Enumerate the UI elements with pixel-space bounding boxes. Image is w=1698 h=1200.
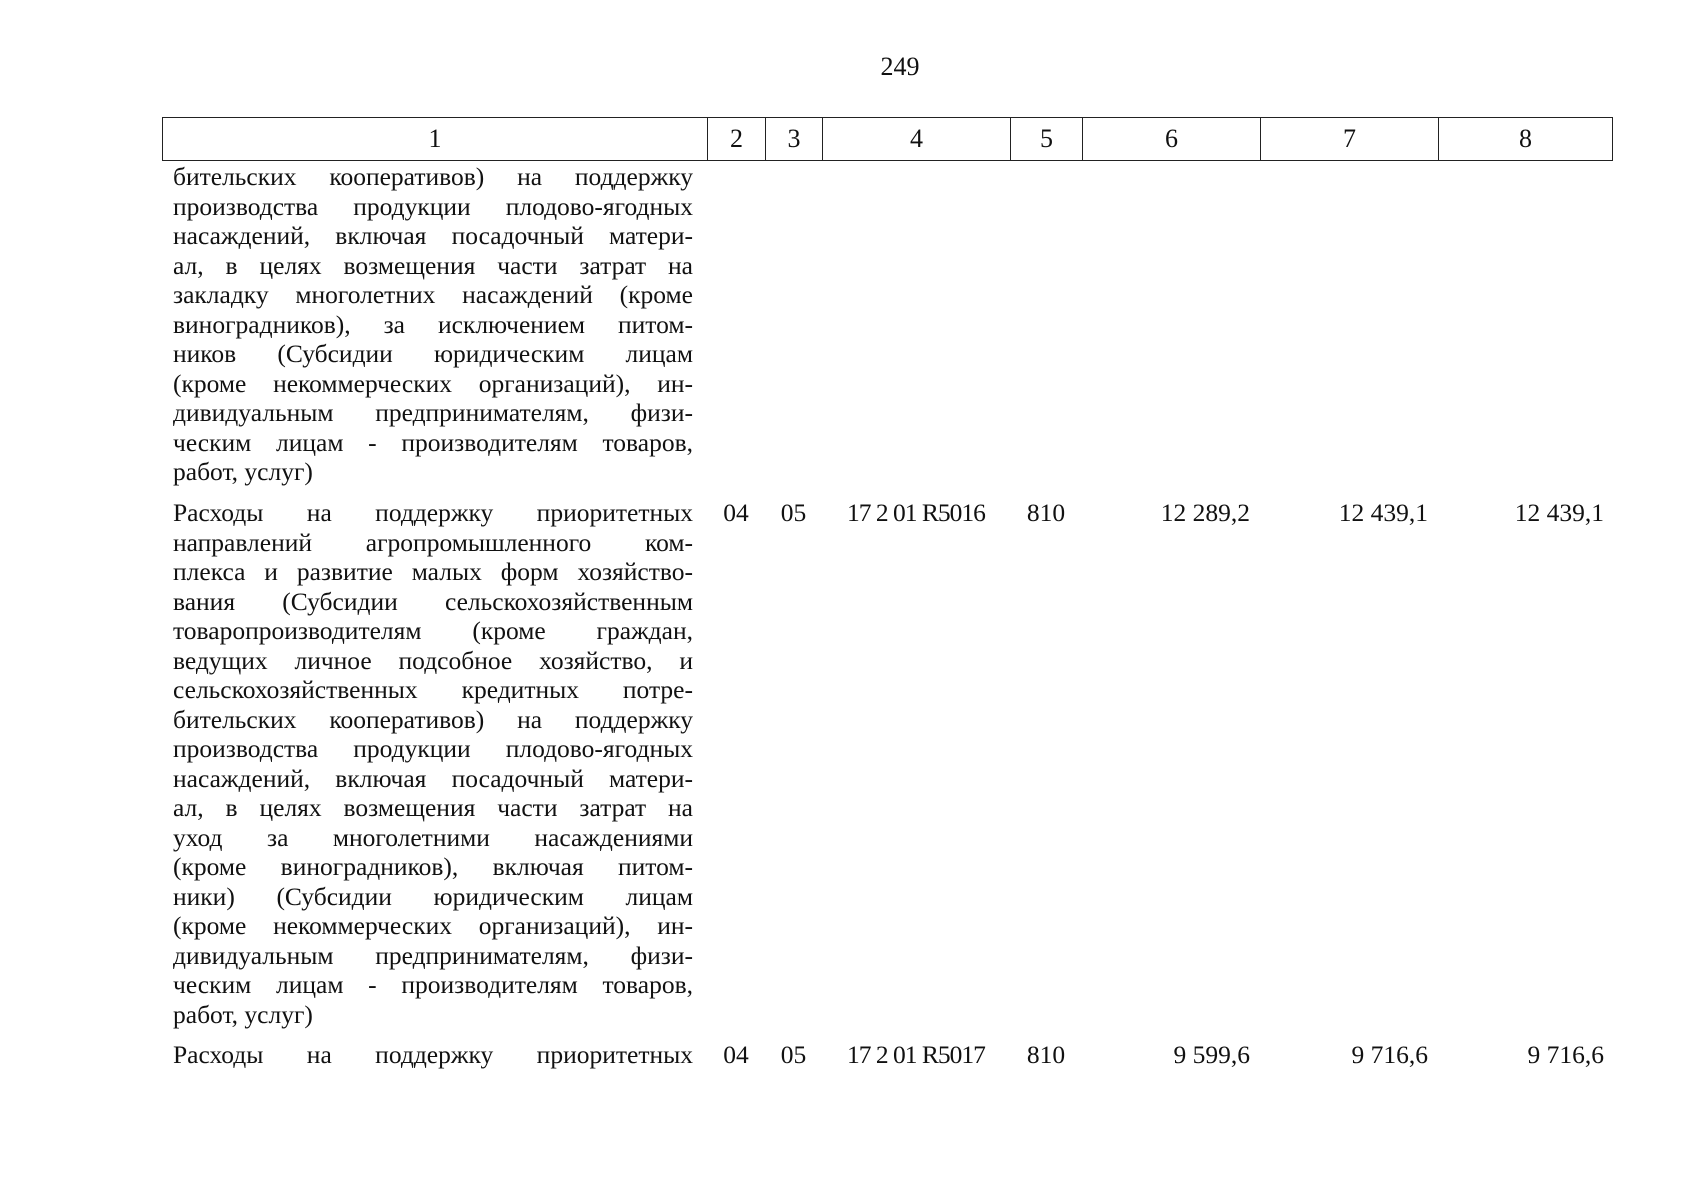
header-col-5: 5 — [1011, 118, 1083, 161]
description-line: ников (Субсидии юридическим лицам — [173, 339, 693, 368]
description-line: ведущих личное подсобное хозяйство, и — [173, 645, 693, 675]
description-line: производства продукции плодово-ягодных — [173, 191, 693, 221]
header-col-3: 3 — [766, 118, 823, 161]
cell-subsection: 05 — [780, 498, 807, 527]
description-line: ческим лицам - производителям товаров, — [173, 970, 693, 999]
header-row — [163, 118, 1613, 161]
cell-expense-type: 810 — [1026, 1040, 1066, 1069]
description-line: (кроме некоммерческих организаций), ин- — [173, 911, 693, 940]
description-line: вания (Субсидии сельскохозяйственным — [173, 586, 693, 616]
description-line: ал, в целях возмещения части затрат на — [173, 250, 693, 280]
cell-section: 04 — [723, 498, 749, 527]
header-col-4: 4 — [823, 118, 1011, 161]
description-line: бительских кооперативов) на поддержку — [173, 704, 693, 734]
description-line: дивидуальным предпринимателям, физи- — [173, 398, 693, 427]
cell-subsection: 05 — [780, 1040, 807, 1069]
header-col-7: 7 — [1261, 118, 1439, 161]
description-line: насаждений, включая посадочный матери- — [173, 221, 693, 250]
cell-expense-type: 810 — [1026, 498, 1066, 527]
description-line: Расходы на поддержку приоритетных — [173, 1040, 693, 1069]
description-line: виноградников), за исключением питом- — [173, 309, 693, 339]
row-description — [173, 498, 693, 1029]
cell-section: 04 — [723, 1040, 749, 1069]
description-line: бительских кооперативов) на поддержку — [173, 162, 693, 191]
description-line: (кроме некоммерческих организаций), ин- — [173, 368, 693, 398]
description-line: уход за многолетними насаждениями — [173, 822, 693, 852]
cell-amount-col8: 12 439,1 — [1514, 498, 1604, 527]
description-line: ческим лицам - производителям товаров, — [173, 427, 693, 457]
row-description — [173, 1040, 693, 1070]
description-line: работ, услуг) — [173, 457, 313, 486]
description-line: товаропроизводителям (кроме граждан, — [173, 616, 693, 645]
cell-amount-col7: 9 716,6 — [1351, 1040, 1428, 1069]
description-line: производства продукции плодово-ягодных — [173, 734, 693, 763]
description-line: плекса и развитие малых форм хозяйство- — [173, 557, 693, 586]
cell-amount-col6: 9 599,6 — [1173, 1040, 1250, 1069]
description-line: работ, услуг) — [173, 999, 313, 1029]
header-col-8: 8 — [1439, 118, 1613, 161]
description-line: сельскохозяйственных кредитных потре- — [173, 675, 693, 704]
description-line: закладку многолетних насаждений (кроме — [173, 280, 693, 309]
cell-amount-col8: 9 716,6 — [1527, 1040, 1604, 1069]
header-col-2: 2 — [708, 118, 766, 161]
cell-target-article: 17 2 01 R5016 — [847, 498, 985, 527]
description-line: направлений агропромышленного ком- — [173, 527, 693, 557]
description-line: насаждений, включая посадочный матери- — [173, 763, 693, 793]
table-header — [162, 117, 1613, 161]
cell-amount-col7: 12 439,1 — [1338, 498, 1428, 527]
header-col-6: 6 — [1083, 118, 1261, 161]
description-line: ал, в целях возмещения части затрат на — [173, 793, 693, 822]
page-number: 249 — [880, 52, 920, 81]
cell-target-article: 17 2 01 R5017 — [847, 1040, 985, 1069]
description-line: Расходы на поддержку приоритетных — [173, 498, 693, 527]
cell-amount-col6: 12 289,2 — [1160, 498, 1250, 527]
description-line: ники) (Субсидии юридическим лицам — [173, 881, 693, 911]
description-line: дивидуальным предпринимателям, физи- — [173, 940, 693, 970]
row-description — [173, 162, 693, 487]
header-col-1: 1 — [163, 118, 708, 161]
description-line: (кроме виноградников), включая питом- — [173, 852, 693, 881]
